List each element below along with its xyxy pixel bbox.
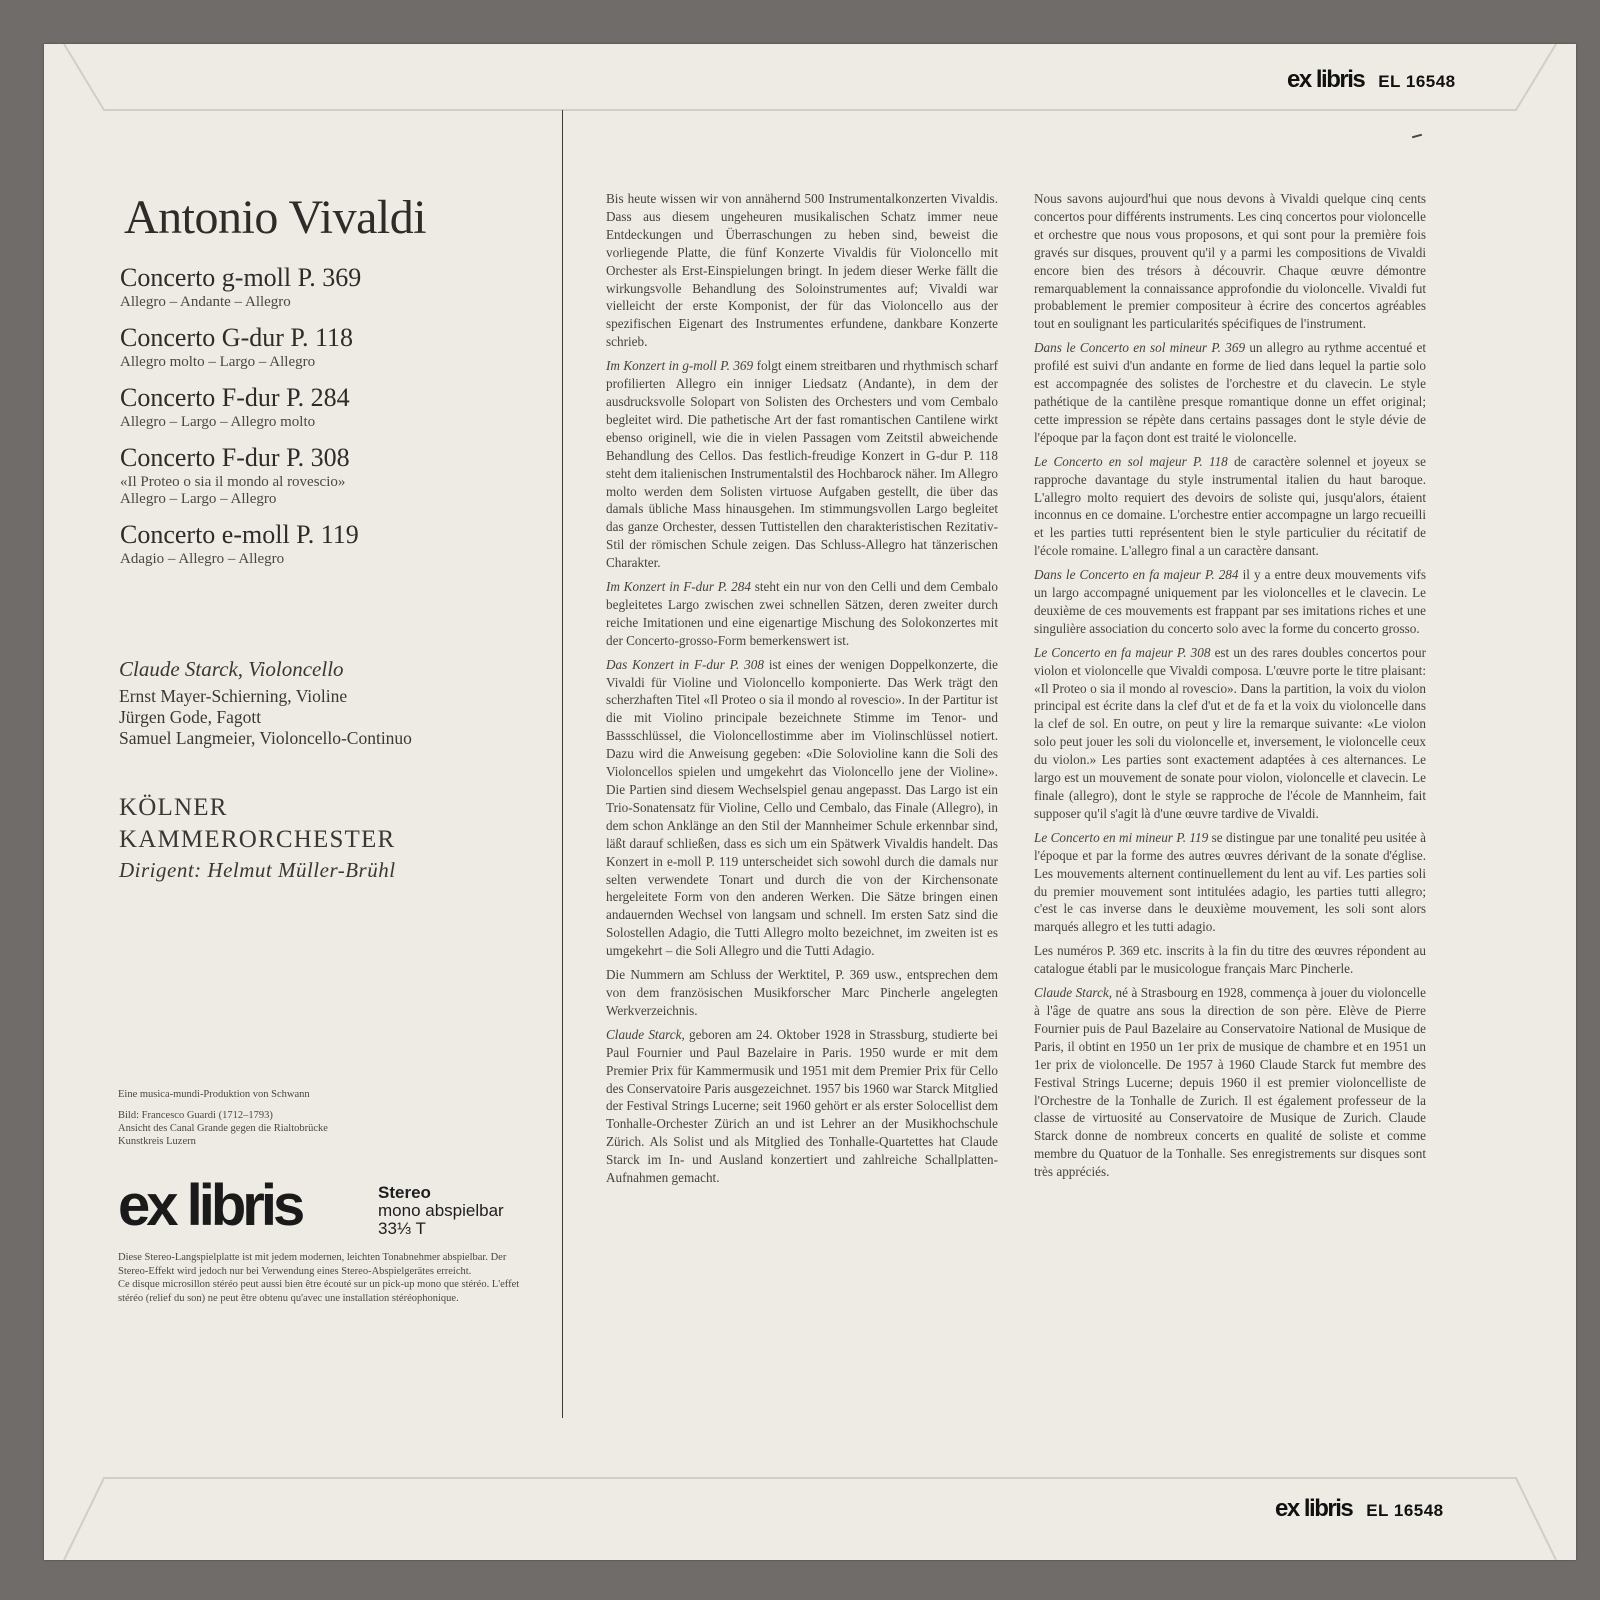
performers <box>119 656 549 749</box>
paragraph: Dans le Concerto en sol mineur P. 369 un allegro au rythme accentué et profilé est suivi d'un andante en forme de lied dans lequel la partie solo est accompagnée des solistes de l'orchestre et du clavecin. Le style pathétique de la cantilène presque romantique donne un effet original; cette impression se répète dans certains passages dont le style dévie de l'époque par la façon dont est traité le violoncelle. <box>1034 340 1426 445</box>
paragraph: Les numéros P. 369 etc. inscrits à la fin du titre des œuvres répondent au catalogue établi par le musicologue français Marc Pincherle. <box>1034 943 1426 977</box>
work-title: Concerto e-moll P. 119 <box>120 520 359 549</box>
paragraph: Das Konzert in F-dur P. 308 ist eines der wenigen Doppelkonzerte, die Vivaldi für Violine und Violoncello komponierte. Das Werk trägt den scherzhaften Titel «Il Proteo o sia il mondo al rovescio». In der Partitur ist die mit Violino principale bezeichnete Stimme im Tenor- und Bassschlüssel, die Violoncellostimme aber im Violinschlüssel notiert. Dazu wird die Anweisung gegeben: «Die Solovioline kann die Soli des Violoncellos spielen und umgekehrt das Violoncello jene der Violine». Die Partien sind diesem Wechselspiel genau angepasst. Das Largo ist ein Trio-Sonatensatz für Violine, Cello und Cembalo, das Finale (Allegro), in dem schon Anklänge an den Stil der Mannheimer Schule erkennbar sind, läßt darauf schließen, dass es sich um ein Spätwerk Vivaldis handelt. Das Konzert in e-moll P. 119 unterscheidet sich sowohl durch die damals nur selten verwendete Tonart und durch die von der Kirchensonate hergeleitete Form von den anderen Werken. Die Sätze bringen einen andauernden Wechsel von langsam und schnell. Im ersten Satz sind die Solostellen Adagio, die Tutti Allegro molto bezeichnet, im zweiten ist es umgekehrt – die Soli Allegro und die Tutti Adagio. <box>606 656 998 959</box>
paragraph: Le Concerto en mi mineur P. 119 se distingue par une tonalité peu usitée à l'époque et par la forme des autres œuvres dérivant de la sonate d'église. Les mouvements alternent continuellement du lent au vif. Les parties soli du premier mouvement sont intitulées adagio, les parties tutti allegro; c'est le cas inverse dans le deuxième mouvement, les soli sont alors marqués allegro et les tutti adagio. <box>1034 829 1427 935</box>
paragraph: Bis heute wissen wir von annähernd 500 Instrumentalkonzerten Vivaldis. Dass aus diesem ungeheuren musikalischen Schatz immer neue Entdeckungen und Überraschungen zu heben sind, beweist die vorliegende Platte, die fünf Konzerte Vivaldis für Violoncello mit Orchester als Erst-Einspielungen bringt. In jedem dieser Werke fällt die wirkungsvolle Behandlung des Soloinstrumentes auf; Vivaldi war vielleicht der erste Komponist, der für das Violoncello aus der spezifischen Eigenart des Instrumentes erfundene, dankbare Konzerte schrieb. <box>606 191 998 350</box>
stereo-label: Stereo <box>378 1183 431 1202</box>
notice-de: Diese Stereo-Langspielplatte ist mit jedem modernen, leichten Tonabnehmer abspielbar. Der Stereo-Effekt wird jedoch nur bei Verwendung eines Stereo-Abspielgerätes erreicht. <box>118 1252 507 1277</box>
header-logo: ex libris <box>1287 66 1365 93</box>
header-catalog-number: EL 16548 <box>1378 72 1456 91</box>
credits <box>118 1088 518 1148</box>
footer-brand <box>1275 1495 1444 1523</box>
notice-fr: Ce disque microsillon stéréo peut aussi bien être écouté sur un pick-up mono que stéréo. L'effet stéréo (relief du son) ne peut être obtenu qu'avec une installation stéréophonique. <box>118 1279 520 1304</box>
work-subtitle: «Il Proteo o sia il mondo al rovescio» <box>120 474 346 490</box>
performer-line: Ernst Mayer-Schierning, Violine <box>119 686 348 706</box>
work-item <box>120 519 540 568</box>
paragraph: Claude Starck, geboren am 24. Oktober 1928 in Strassburg, studierte bei Paul Fournier und Paul Bazelaire in Paris. 1950 wurde er mit dem Premier Prix für Kammermusik und 1951 mit dem Premier Prix für Cello des Conservatoire Paris ausgezeichnet. 1957 bis 1960 war Starck Mitglied der Festival Strings Lucerne; seit 1960 gehört er als erster Solocellist dem Tonhalle-Orchester Zürich an und ist Lehrer an der Musikhochschule Zürich. Als Solist und als Mitglied des Tonhalle-Quartettes hat Claude Starck im In- und Ausland konzertiert und zahlreiche Schallplatten-Aufnahmen gemacht. <box>606 1026 998 1186</box>
work-movements: Allegro – Largo – Allegro molto <box>120 414 316 430</box>
header-brand <box>1287 66 1456 94</box>
performer-line: Samuel Langmeier, Violoncello-Continuo <box>119 728 412 748</box>
mono-label: mono abspielbar <box>378 1201 504 1220</box>
works-list <box>120 262 540 579</box>
work-title: Concerto F-dur P. 284 <box>120 383 350 412</box>
paragraph: Dans le Concerto en fa majeur P. 284 il y a entre deux mouvements vifs un largo accompagné uniquement par les violoncelles et le clavecin. Le deuxième de ces mouvements est frappant par ses imitations riches et une singulière association du concerto solo avec la forme du concerto grosso. <box>1034 567 1426 636</box>
composer-name: Antonio Vivaldi <box>124 191 427 244</box>
performer-line: Jürgen Gode, Fagott <box>119 707 262 727</box>
speed-label: 33⅓ T <box>378 1219 426 1238</box>
orchestra-line-1: KÖLNER <box>119 794 228 821</box>
image-credit: Ansicht des Canal Grande gegen die Rialtobrücke <box>118 1123 328 1134</box>
footer-logo: ex libris <box>1275 1495 1353 1522</box>
playback-notice <box>118 1251 528 1305</box>
stereo-info <box>378 1184 504 1238</box>
work-title: Concerto G-dur P. 118 <box>120 323 354 352</box>
top-flap-lines <box>44 44 1576 144</box>
work-movements: Allegro – Andante – Allegro <box>120 294 291 310</box>
work-item <box>120 382 540 431</box>
liner-notes-french <box>1034 190 1426 1187</box>
footer-catalog-number: EL 16548 <box>1366 1501 1444 1520</box>
paragraph: Nous savons aujourd'hui que nous devons à Vivaldi quelque cinq cents concertos pour différents instruments. Les cinq concertos pour violoncelle et orchestre que nous vous proposons, et qui sont pour la première fois gravés sur disques, prouvent qu'il y a parmi les compositions de Vivaldi encore bien des trésors à découvrir. Chaque œuvre démontre remarquablement la connaissance approfondie du violoncelle. Vivaldi fut probablement le premier compositeur à écrire des concertos agréables tout en soulignant les particularités spécifiques de l'instrument. <box>1034 191 1426 332</box>
conductor: Dirigent: Helmut Müller-Brühl <box>119 858 396 882</box>
work-item <box>120 262 540 311</box>
orchestra-line-2: KAMMERORCHESTER <box>119 826 396 853</box>
image-credit: Bild: Francesco Guardi (1712–1793) <box>118 1110 273 1121</box>
image-credit: Kunstkreis Luzern <box>118 1136 196 1147</box>
liner-notes-german <box>606 190 998 1193</box>
work-title: Concerto g-moll P. 369 <box>120 263 362 292</box>
orchestra-name <box>119 792 395 856</box>
paragraph: Im Konzert in F-dur P. 284 steht ein nur von den Celli und dem Cembalo begleitetes Largo zwischen zwei schnellen Sätzen, deren zweiter durch reiche Imitationen und eine eigenartige Mischung des Solokonzertes mit der Concerto-grosso-Form bemerkenswert ist. <box>606 579 998 648</box>
work-movements: Allegro molto – Largo – Allegro <box>120 354 316 370</box>
paragraph: Le Concerto en fa majeur P. 308 est un des rares doubles concertos pour violon et violoncelle que Vivaldi composa. L'œuvre porte le titre plaisant: «Il Proteo o sia il mondo al rovescio». Dans la partition, la voix du violon principal est écrite dans la clef d'ut et de fa et la voix du violoncelle dans la clef de sol. En outre, on peut y lire la remarque suivante: «Le violon solo peut jouer les soli du violoncelle et, inversement, le violoncelle ceux du violon.» Les parties sont exactement adaptées à ces alternances. Le largo est un mouvement de sonate pour violon, violoncelle et clavecin. Le finale (allegro), dont le style se rapproche de l'école de Mannheim, fait supposer qu'il s'agit là d'une œuvre tardive de Vivaldi. <box>1034 644 1427 821</box>
paragraph: Claude Starck, né à Strasbourg en 1928, commença à jouer du violoncelle à l'âge de quatre ans sous la direction de son père. Elève de Pierre Fournier puis de Paul Bazelaire au Conservatoire National de Musique de Paris, il obtint en 1950 un 1er prix de musique de chambre et en 1951 un 1er prix de violoncelle. De 1957 à 1960 Claude Starck fut membre des Festival Strings Lucerne; depuis 1960 il est premier violoncelliste de l'Orchestre de la Tonhalle de Zurich. Il est également professeur de la classe de virtuosité au Conservatoire de Musique de Zurich. Claude Starck donne de nombreux concerts en qualité de soliste et comme membre du Quatuor de la Tonhalle. Ses enregistrements sur disques sont très appréciés. <box>1034 985 1427 1180</box>
work-item <box>120 442 540 508</box>
paragraph: Im Konzert in g-moll P. 369 folgt einem streitbaren und rhythmisch scharf profilierten Allegro ein inniger Liedsatz (Andante), in dem der ausdrucksvolle Solopart von Solisten des Orchesters und vom Cembalo begleitet wird. Die pathetische Art der fast romantischen Cantilene wirkt ebenso originell, wie die in vielen Passagen vom Zeitstil abweichende Behandlung des Cellos. Das festlich-freudige Konzert in G-dur P. 118 steht dem italienischen Instrumentalstil des Hochbarock näher. Im Allegro molto werden dem Solisten virtuose Aufgaben gestellt, die über das damals übliche Mass hinausgehen. Im stimmungsvollen Largo begleitet das ganze Orchester, dessen Tuttistellen den charakteristischen Rezitativ-Stil der römischen Schule zeigen. Das Schluss-Allegro hat tänzerischen Charakter. <box>606 358 998 571</box>
paragraph: Die Nummern am Schluss der Werktitel, P. 369 usw., entsprechen dem von dem französischen Musikforscher Marc Pincherle angelegten Werkverzeichnis. <box>606 967 998 1018</box>
production-credit: Eine musica-mundi-Produktion von Schwann <box>118 1089 310 1100</box>
label-logo: ex libris <box>118 1173 302 1238</box>
column-divider <box>562 110 563 1418</box>
work-item <box>120 322 540 371</box>
paragraph: Le Concerto en sol majeur P. 118 de caractère solennel et joyeux se rapproche davantage du style instrumental italien du haut baroque. L'allegro molto requiert des devoirs de soliste qui, jusqu'alors, étaient inconnus en ce domaine. L'orchestre entier accompagne un largo recueilli et les parties tutti représentent bien le style particulier du récitatif de l'école romaine. L'allegro final a un caractère dansant. <box>1034 453 1426 559</box>
work-movements: Allegro – Largo – Allegro <box>120 491 277 507</box>
work-movements: Adagio – Allegro – Allegro <box>120 551 285 567</box>
record-sleeve <box>44 44 1576 1560</box>
soloist: Claude Starck, Violoncello <box>119 657 344 681</box>
work-title: Concerto F-dur P. 308 <box>120 443 350 472</box>
